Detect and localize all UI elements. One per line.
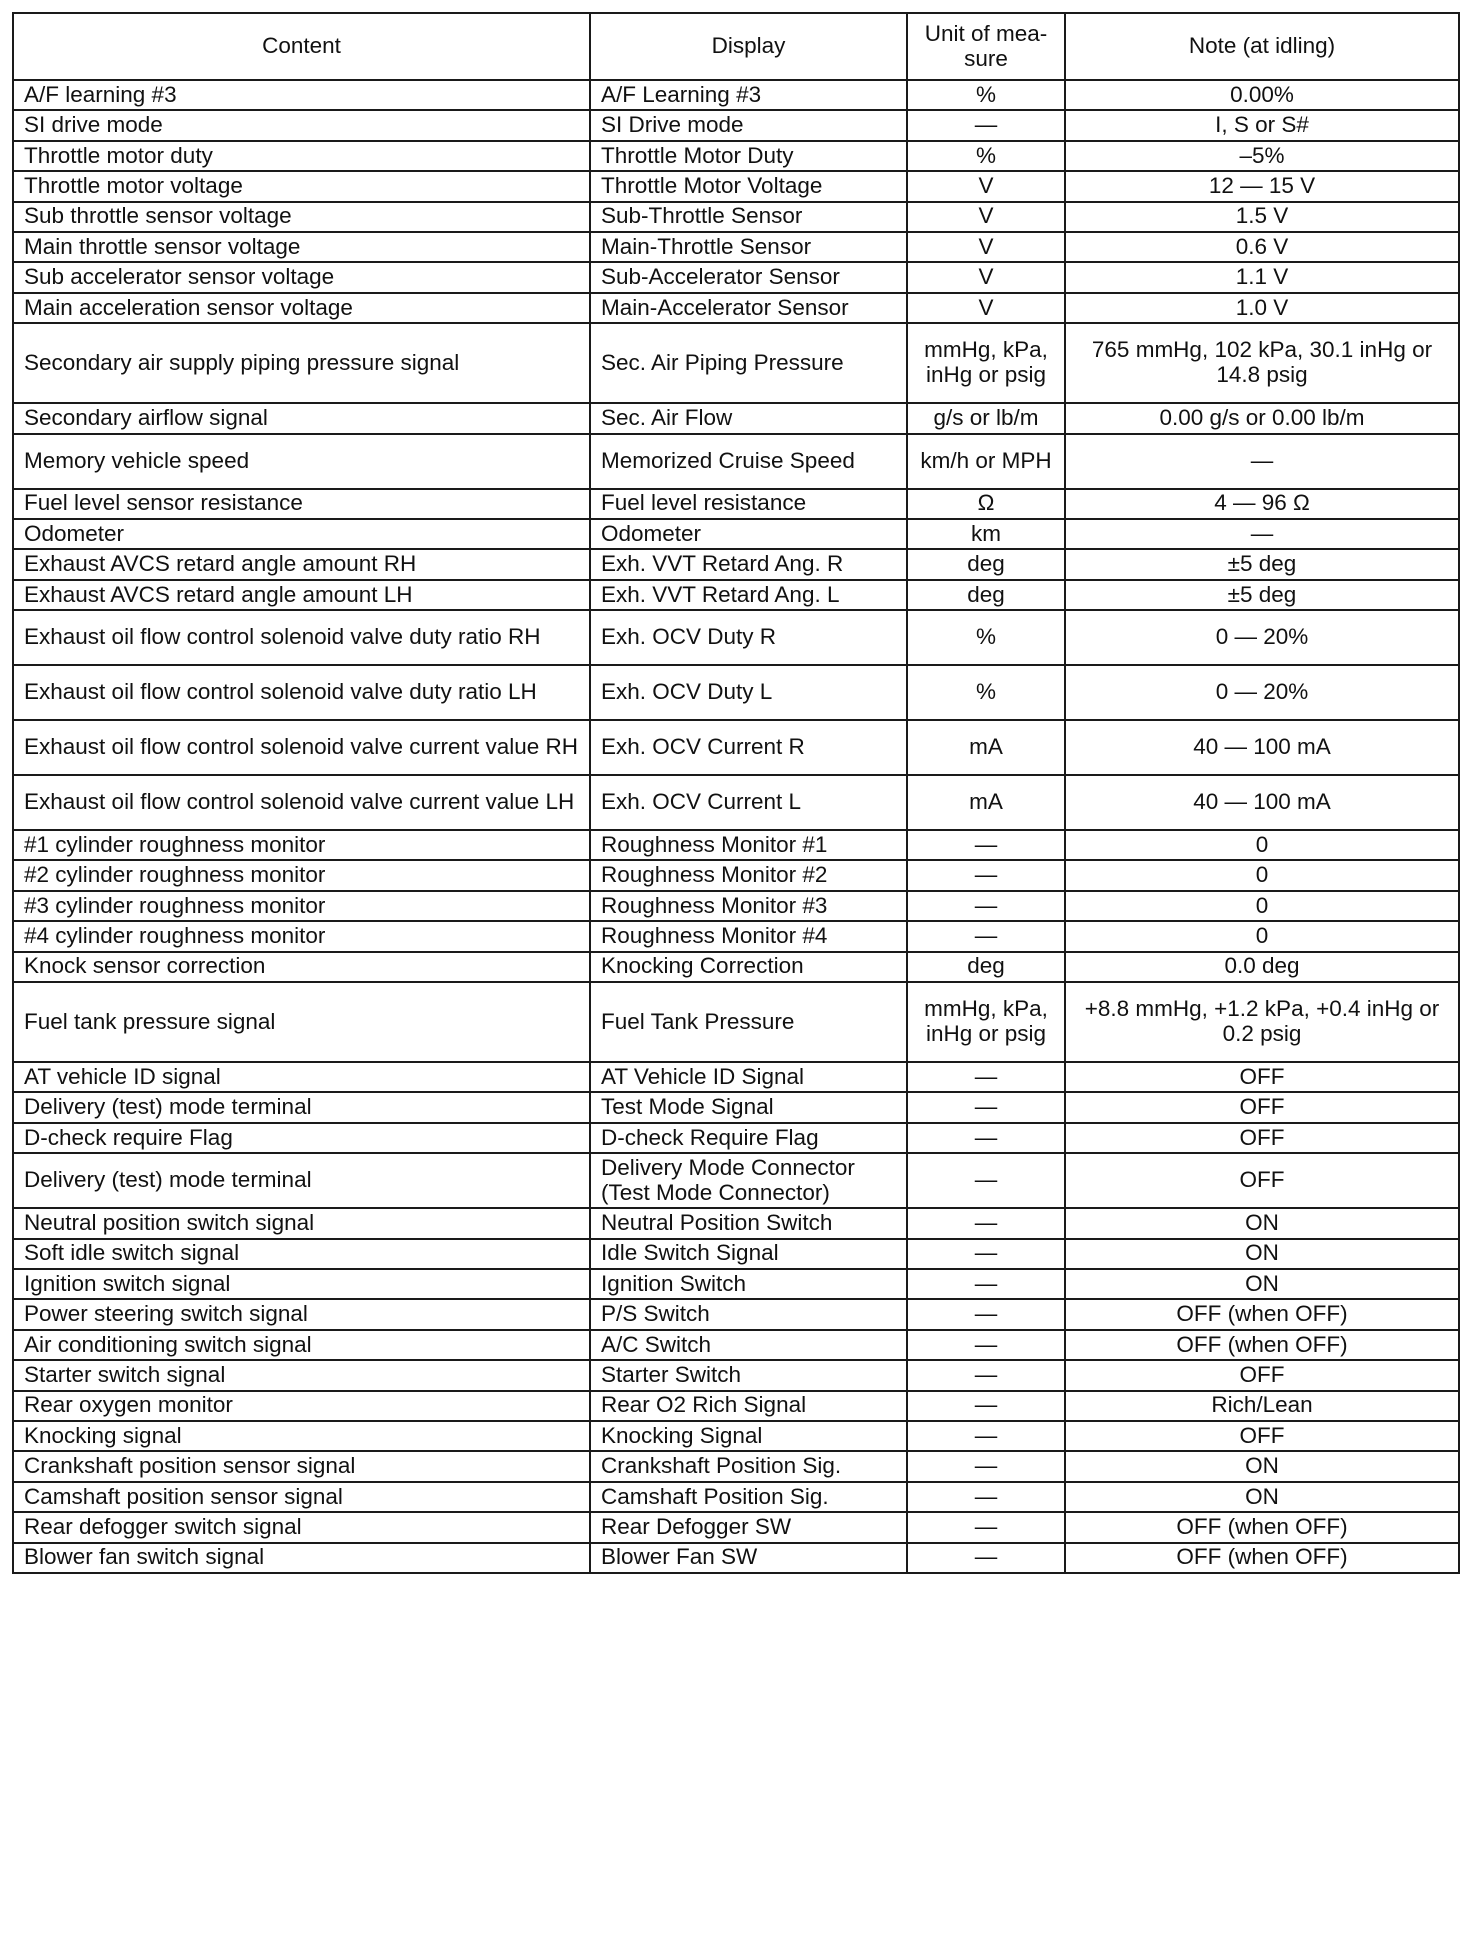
cell-note: 0 — 20% [1065, 665, 1459, 720]
table-row [13, 232, 1459, 262]
cell-display: Throttle Motor Voltage [590, 171, 907, 201]
cell-content: Starter switch signal [13, 1360, 590, 1390]
cell-content: Rear defogger switch signal [13, 1512, 590, 1542]
cell-unit: % [907, 80, 1065, 110]
table-body [13, 80, 1459, 1573]
cell-display: Crankshaft Position Sig. [590, 1451, 907, 1481]
cell-content: Sub accelerator sensor voltage [13, 262, 590, 292]
cell-note: +8.8 mmHg, +1.2 kPa, +0.4 inHg or 0.2 psig [1065, 982, 1459, 1062]
cell-note: OFF (when OFF) [1065, 1299, 1459, 1329]
table-row [13, 202, 1459, 232]
cell-content: Main throttle sensor voltage [13, 232, 590, 262]
cell-display: Exh. OCV Current R [590, 720, 907, 775]
cell-note: OFF [1065, 1123, 1459, 1153]
table-row [13, 891, 1459, 921]
cell-unit: — [907, 1123, 1065, 1153]
cell-content: Fuel tank pressure signal [13, 982, 590, 1062]
cell-unit: — [907, 860, 1065, 890]
cell-display: A/F Learning #3 [590, 80, 907, 110]
cell-display: Test Mode Signal [590, 1092, 907, 1122]
cell-note: Rich/Lean [1065, 1391, 1459, 1421]
cell-unit: — [907, 1153, 1065, 1208]
cell-display: Fuel Tank Pressure [590, 982, 907, 1062]
cell-unit: deg [907, 952, 1065, 982]
cell-unit: % [907, 141, 1065, 171]
cell-content: Delivery (test) mode terminal [13, 1153, 590, 1208]
table-row [13, 1123, 1459, 1153]
cell-display: Sub-Throttle Sensor [590, 202, 907, 232]
cell-note: ON [1065, 1269, 1459, 1299]
cell-unit: % [907, 665, 1065, 720]
cell-content: #3 cylinder roughness monitor [13, 891, 590, 921]
cell-note: OFF [1065, 1062, 1459, 1092]
cell-unit: — [907, 1543, 1065, 1573]
table-row [13, 1269, 1459, 1299]
cell-unit: V [907, 232, 1065, 262]
cell-unit: V [907, 293, 1065, 323]
cell-display: A/C Switch [590, 1330, 907, 1360]
data-table [12, 12, 1460, 1574]
cell-unit: V [907, 262, 1065, 292]
cell-display: Knocking Correction [590, 952, 907, 982]
cell-unit: — [907, 1092, 1065, 1122]
cell-display: Roughness Monitor #1 [590, 830, 907, 860]
cell-display: Neutral Position Switch [590, 1208, 907, 1238]
cell-content: Blower fan switch signal [13, 1543, 590, 1573]
cell-display: Rear O2 Rich Signal [590, 1391, 907, 1421]
cell-display: P/S Switch [590, 1299, 907, 1329]
cell-display: Sub-Accelerator Sensor [590, 262, 907, 292]
table-row [13, 1299, 1459, 1329]
table-row [13, 489, 1459, 519]
table-row [13, 1391, 1459, 1421]
table-row [13, 775, 1459, 830]
cell-note: 40 — 100 mA [1065, 775, 1459, 830]
table-row [13, 830, 1459, 860]
cell-unit: % [907, 610, 1065, 665]
table-row [13, 519, 1459, 549]
cell-unit: — [907, 1360, 1065, 1390]
table-row [13, 323, 1459, 403]
cell-unit: — [907, 830, 1065, 860]
table-row [13, 720, 1459, 775]
cell-note: 12 — 15 V [1065, 171, 1459, 201]
cell-unit: deg [907, 580, 1065, 610]
cell-content: Knock sensor correction [13, 952, 590, 982]
table-row [13, 549, 1459, 579]
table-row [13, 403, 1459, 433]
cell-note: OFF [1065, 1153, 1459, 1208]
cell-display: Exh. OCV Duty L [590, 665, 907, 720]
cell-content: Fuel level sensor resistance [13, 489, 590, 519]
cell-note: ON [1065, 1208, 1459, 1238]
cell-note: I, S or S# [1065, 110, 1459, 140]
cell-unit: mmHg, kPa, inHg or psig [907, 323, 1065, 403]
cell-display: Memorized Cruise Speed [590, 434, 907, 489]
cell-content: Ignition switch signal [13, 1269, 590, 1299]
header-content: Content [13, 13, 590, 80]
cell-content: Camshaft position sensor signal [13, 1482, 590, 1512]
cell-note: 0.6 V [1065, 232, 1459, 262]
table-row [13, 80, 1459, 110]
cell-display: Main-Throttle Sensor [590, 232, 907, 262]
table-row [13, 610, 1459, 665]
cell-content: Odometer [13, 519, 590, 549]
cell-note: — [1065, 519, 1459, 549]
table-row [13, 1062, 1459, 1092]
cell-note: ON [1065, 1482, 1459, 1512]
header-row [13, 13, 1459, 80]
cell-display: Roughness Monitor #2 [590, 860, 907, 890]
cell-note: 4 — 96 Ω [1065, 489, 1459, 519]
table-row [13, 1421, 1459, 1451]
cell-note: –5% [1065, 141, 1459, 171]
table-row [13, 952, 1459, 982]
cell-content: Crankshaft position sensor signal [13, 1451, 590, 1481]
table-row [13, 171, 1459, 201]
table-row [13, 434, 1459, 489]
cell-display: Fuel level resistance [590, 489, 907, 519]
table-row [13, 921, 1459, 951]
table-row [13, 141, 1459, 171]
cell-note: OFF [1065, 1360, 1459, 1390]
cell-note: 0 [1065, 860, 1459, 890]
table-row [13, 982, 1459, 1062]
cell-display: Camshaft Position Sig. [590, 1482, 907, 1512]
cell-note: OFF [1065, 1092, 1459, 1122]
header-note: Note (at idling) [1065, 13, 1459, 80]
cell-note: OFF (when OFF) [1065, 1512, 1459, 1542]
table-row [13, 1543, 1459, 1573]
cell-content: #1 cylinder roughness monitor [13, 830, 590, 860]
cell-unit: — [907, 1512, 1065, 1542]
cell-display: Knocking Signal [590, 1421, 907, 1451]
cell-display: Sec. Air Flow [590, 403, 907, 433]
table-row [13, 293, 1459, 323]
cell-display: Sec. Air Piping Pressure [590, 323, 907, 403]
cell-note: 0 [1065, 830, 1459, 860]
cell-content: Exhaust oil flow control solenoid valve current value LH [13, 775, 590, 830]
cell-unit: mA [907, 720, 1065, 775]
table-row [13, 110, 1459, 140]
header-display: Display [590, 13, 907, 80]
cell-note: 0.0 deg [1065, 952, 1459, 982]
cell-content: #4 cylinder roughness monitor [13, 921, 590, 951]
cell-note: ±5 deg [1065, 549, 1459, 579]
cell-content: A/F learning #3 [13, 80, 590, 110]
cell-display: Throttle Motor Duty [590, 141, 907, 171]
cell-content: Exhaust oil flow control solenoid valve current value RH [13, 720, 590, 775]
cell-note: OFF [1065, 1421, 1459, 1451]
cell-content: Neutral position switch signal [13, 1208, 590, 1238]
cell-unit: deg [907, 549, 1065, 579]
cell-note: ON [1065, 1451, 1459, 1481]
table-row [13, 1482, 1459, 1512]
cell-note: 0 [1065, 921, 1459, 951]
cell-content: Exhaust oil flow control solenoid valve duty ratio LH [13, 665, 590, 720]
cell-note: 0 [1065, 891, 1459, 921]
cell-note: ON [1065, 1239, 1459, 1269]
table-row [13, 1451, 1459, 1481]
cell-unit: — [907, 1239, 1065, 1269]
cell-note: 1.0 V [1065, 293, 1459, 323]
cell-unit: — [907, 1421, 1065, 1451]
table-row [13, 1360, 1459, 1390]
cell-note: OFF (when OFF) [1065, 1543, 1459, 1573]
cell-note: — [1065, 434, 1459, 489]
cell-note: 1.5 V [1065, 202, 1459, 232]
table-row [13, 665, 1459, 720]
cell-content: #2 cylinder roughness monitor [13, 860, 590, 890]
cell-note: 1.1 V [1065, 262, 1459, 292]
cell-display: Delivery Mode Connector (Test Mode Connector) [590, 1153, 907, 1208]
cell-content: Knocking signal [13, 1421, 590, 1451]
cell-display: Exh. OCV Duty R [590, 610, 907, 665]
cell-note: 765 mmHg, 102 kPa, 30.1 inHg or 14.8 psig [1065, 323, 1459, 403]
cell-display: SI Drive mode [590, 110, 907, 140]
cell-display: Idle Switch Signal [590, 1239, 907, 1269]
cell-note: 0.00% [1065, 80, 1459, 110]
cell-content: Memory vehicle speed [13, 434, 590, 489]
cell-unit: — [907, 1299, 1065, 1329]
cell-unit: mA [907, 775, 1065, 830]
cell-unit: — [907, 1062, 1065, 1092]
cell-note: 0 — 20% [1065, 610, 1459, 665]
table-row [13, 262, 1459, 292]
cell-unit: — [907, 1451, 1065, 1481]
cell-unit: mmHg, kPa, inHg or psig [907, 982, 1065, 1062]
cell-content: Throttle motor duty [13, 141, 590, 171]
cell-content: Throttle motor voltage [13, 171, 590, 201]
cell-content: AT vehicle ID signal [13, 1062, 590, 1092]
cell-display: Odometer [590, 519, 907, 549]
cell-unit: km/h or MPH [907, 434, 1065, 489]
table-header [13, 13, 1459, 80]
cell-content: Secondary air supply piping pressure signal [13, 323, 590, 403]
cell-display: Exh. OCV Current L [590, 775, 907, 830]
cell-note: 0.00 g/s or 0.00 lb/m [1065, 403, 1459, 433]
table-row [13, 1153, 1459, 1208]
cell-content: Secondary airflow signal [13, 403, 590, 433]
cell-unit: — [907, 921, 1065, 951]
header-unit: Unit of mea-sure [907, 13, 1065, 80]
cell-display: Roughness Monitor #3 [590, 891, 907, 921]
cell-display: Rear Defogger SW [590, 1512, 907, 1542]
cell-content: Soft idle switch signal [13, 1239, 590, 1269]
cell-display: Starter Switch [590, 1360, 907, 1390]
cell-display: Blower Fan SW [590, 1543, 907, 1573]
cell-note: OFF (when OFF) [1065, 1330, 1459, 1360]
cell-display: Ignition Switch [590, 1269, 907, 1299]
cell-unit: — [907, 1482, 1065, 1512]
table-row [13, 1239, 1459, 1269]
cell-unit: — [907, 1269, 1065, 1299]
cell-unit: Ω [907, 489, 1065, 519]
cell-unit: — [907, 1330, 1065, 1360]
cell-content: Exhaust AVCS retard angle amount RH [13, 549, 590, 579]
cell-content: Exhaust AVCS retard angle amount LH [13, 580, 590, 610]
cell-unit: — [907, 891, 1065, 921]
cell-content: Rear oxygen monitor [13, 1391, 590, 1421]
cell-unit: — [907, 1391, 1065, 1421]
cell-display: D-check Require Flag [590, 1123, 907, 1153]
cell-unit: g/s or lb/m [907, 403, 1065, 433]
cell-content: Main acceleration sensor voltage [13, 293, 590, 323]
table-row [13, 1092, 1459, 1122]
cell-content: Exhaust oil flow control solenoid valve duty ratio RH [13, 610, 590, 665]
cell-note: 40 — 100 mA [1065, 720, 1459, 775]
cell-display: Exh. VVT Retard Ang. L [590, 580, 907, 610]
cell-display: Roughness Monitor #4 [590, 921, 907, 951]
table-row [13, 1208, 1459, 1238]
table-row [13, 580, 1459, 610]
cell-display: Main-Accelerator Sensor [590, 293, 907, 323]
cell-note: ±5 deg [1065, 580, 1459, 610]
cell-unit: — [907, 1208, 1065, 1238]
cell-display: AT Vehicle ID Signal [590, 1062, 907, 1092]
cell-display: Exh. VVT Retard Ang. R [590, 549, 907, 579]
cell-content: D-check require Flag [13, 1123, 590, 1153]
cell-content: SI drive mode [13, 110, 590, 140]
table-row [13, 860, 1459, 890]
cell-content: Air conditioning switch signal [13, 1330, 590, 1360]
cell-content: Delivery (test) mode terminal [13, 1092, 590, 1122]
table-row [13, 1512, 1459, 1542]
cell-unit: km [907, 519, 1065, 549]
cell-content: Sub throttle sensor voltage [13, 202, 590, 232]
cell-unit: V [907, 171, 1065, 201]
table-row [13, 1330, 1459, 1360]
cell-unit: — [907, 110, 1065, 140]
cell-unit: V [907, 202, 1065, 232]
cell-content: Power steering switch signal [13, 1299, 590, 1329]
